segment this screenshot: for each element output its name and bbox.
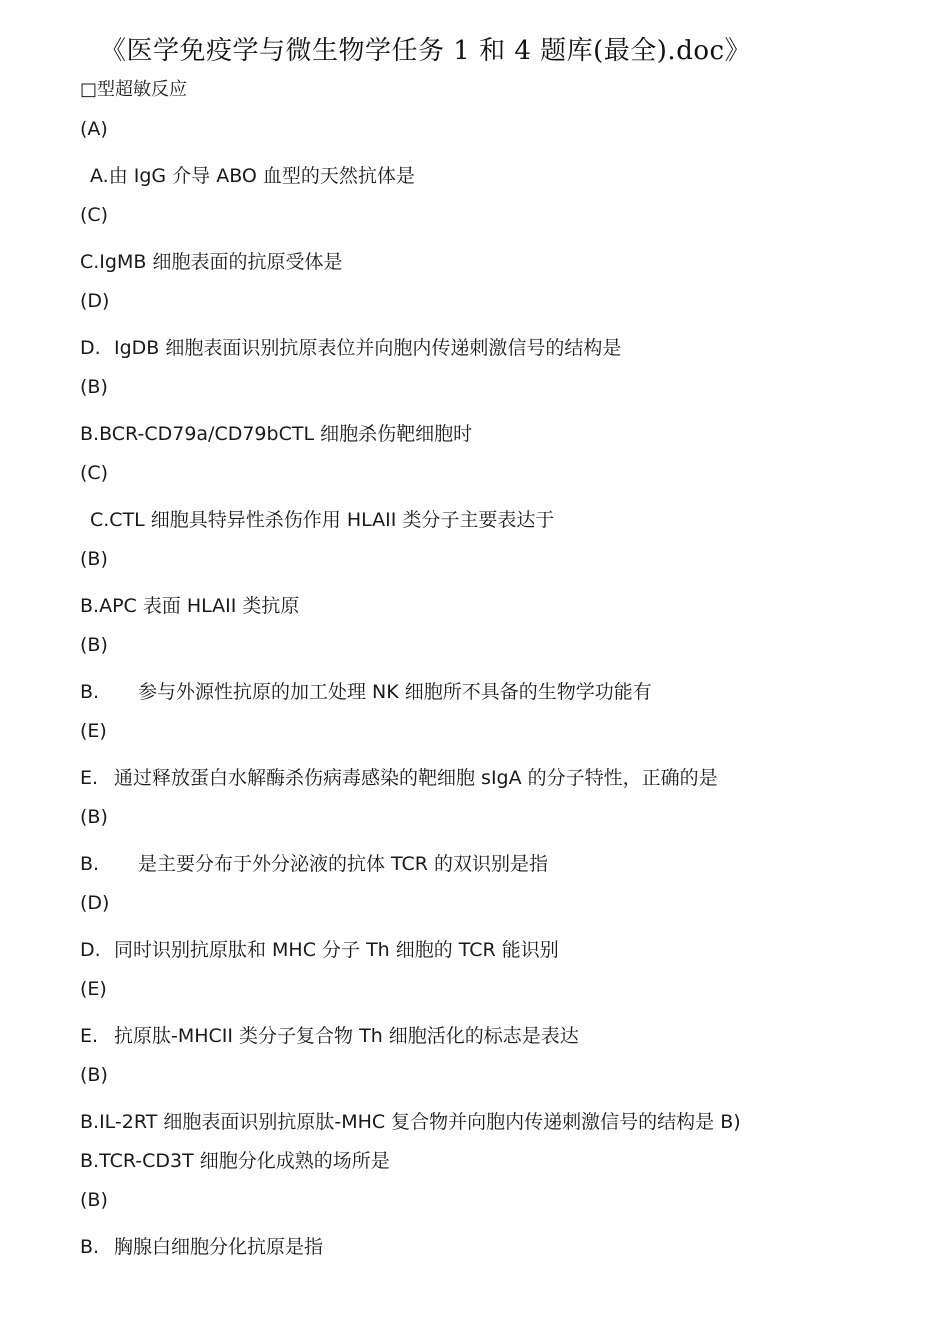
question-line-10 — [80, 938, 559, 962]
question-line-2 — [80, 250, 342, 274]
line-text: 参与外源性抗原的加工处理 NK 细胞所不具备的生物学功能有 — [138, 681, 652, 703]
question-line-9 — [80, 852, 548, 876]
line-text: (C) — [80, 204, 109, 226]
line-text: (B) — [80, 806, 108, 828]
question-line-1 — [90, 164, 415, 188]
option-label: B. — [80, 1236, 100, 1258]
line-text: (B) — [80, 634, 108, 656]
question-line-5 — [90, 508, 554, 532]
question-line-13 — [80, 1149, 390, 1173]
option-label: E. — [80, 767, 99, 789]
option-label: D. — [80, 939, 101, 961]
document-title: 《医学免疫学与微生物学任务 1 和 4 题库(最全).doc》 — [100, 36, 752, 66]
answer-line-3 — [80, 289, 109, 313]
line-text: 是主要分布于外分泌液的抗体 TCR 的双识别是指 — [138, 853, 549, 875]
line-text: (C) — [80, 462, 109, 484]
answer-line-6 — [80, 547, 108, 571]
question-line-12 — [80, 1110, 741, 1134]
line-text: 通过释放蛋白水解酶杀伤病毒感染的靶细胞 sIgA 的分子特性，正确的是 — [114, 767, 718, 789]
line-text: B.BCR-CD79a/CD79bCTL 细胞杀伤靶细胞时 — [80, 423, 473, 445]
answer-line-4 — [80, 375, 108, 399]
line-text: IgDB 细胞表面识别抗原表位并向胞内传递刺激信号的结构是 — [114, 337, 622, 359]
text-line-1 — [80, 78, 187, 102]
question-line-11 — [80, 1024, 579, 1048]
line-text: B.APC 表面 HLAII 类抗原 — [80, 595, 300, 617]
answer-line-13 — [80, 1188, 108, 1212]
line-text: (D) — [80, 892, 110, 914]
line-text: (E) — [80, 720, 107, 742]
question-line-8 — [80, 766, 718, 790]
line-text: B.IL-2RT 细胞表面识别抗原肽-MHC 复合物并向胞内传递刺激信号的结构是 B) — [80, 1111, 741, 1133]
answer-line-10 — [80, 891, 109, 915]
line-text: (E) — [80, 978, 107, 1000]
answer-line-9 — [80, 805, 108, 829]
line-text: (B) — [80, 548, 108, 570]
answer-line-8 — [80, 719, 107, 743]
option-label: E. — [80, 1025, 99, 1047]
line-text: (A) — [80, 118, 108, 140]
line-text: B.TCR-CD3T 细胞分化成熟的场所是 — [80, 1150, 390, 1172]
line-text: A.由 IgG 介导 ABO 血型的天然抗体是 — [90, 165, 415, 187]
answer-line-2 — [80, 203, 108, 227]
question-line-7 — [80, 680, 652, 704]
line-text: 胸腺白细胞分化抗原是指 — [114, 1236, 324, 1258]
answer-line-5 — [80, 461, 108, 485]
answer-line-12 — [80, 1063, 108, 1087]
line-text: C.CTL 细胞具特异性杀伤作用 HLAII 类分子主要表达于 — [90, 509, 555, 531]
option-label: B. — [80, 681, 100, 703]
line-text: (B) — [80, 1064, 108, 1086]
line-text: □型超敏反应 — [80, 79, 188, 100]
option-label: D. — [80, 337, 101, 359]
question-line-14 — [80, 1235, 323, 1259]
option-label: B. — [80, 853, 100, 875]
answer-line-7 — [80, 633, 108, 657]
line-text: (B) — [80, 376, 108, 398]
line-text: C.IgMB 细胞表面的抗原受体是 — [80, 251, 343, 273]
line-text: 抗原肽-MHCII 类分子复合物 Th 细胞活化的标志是表达 — [114, 1025, 579, 1047]
question-line-4 — [80, 422, 472, 446]
line-text: (D) — [80, 290, 110, 312]
line-text: 同时识别抗原肽和 MHC 分子 Th 细胞的 TCR 能识别 — [114, 939, 559, 961]
line-text: (B) — [80, 1189, 108, 1211]
answer-line-11 — [80, 977, 107, 1001]
answer-line-1 — [80, 117, 108, 141]
question-line-6 — [80, 594, 299, 618]
question-line-3 — [80, 336, 621, 360]
